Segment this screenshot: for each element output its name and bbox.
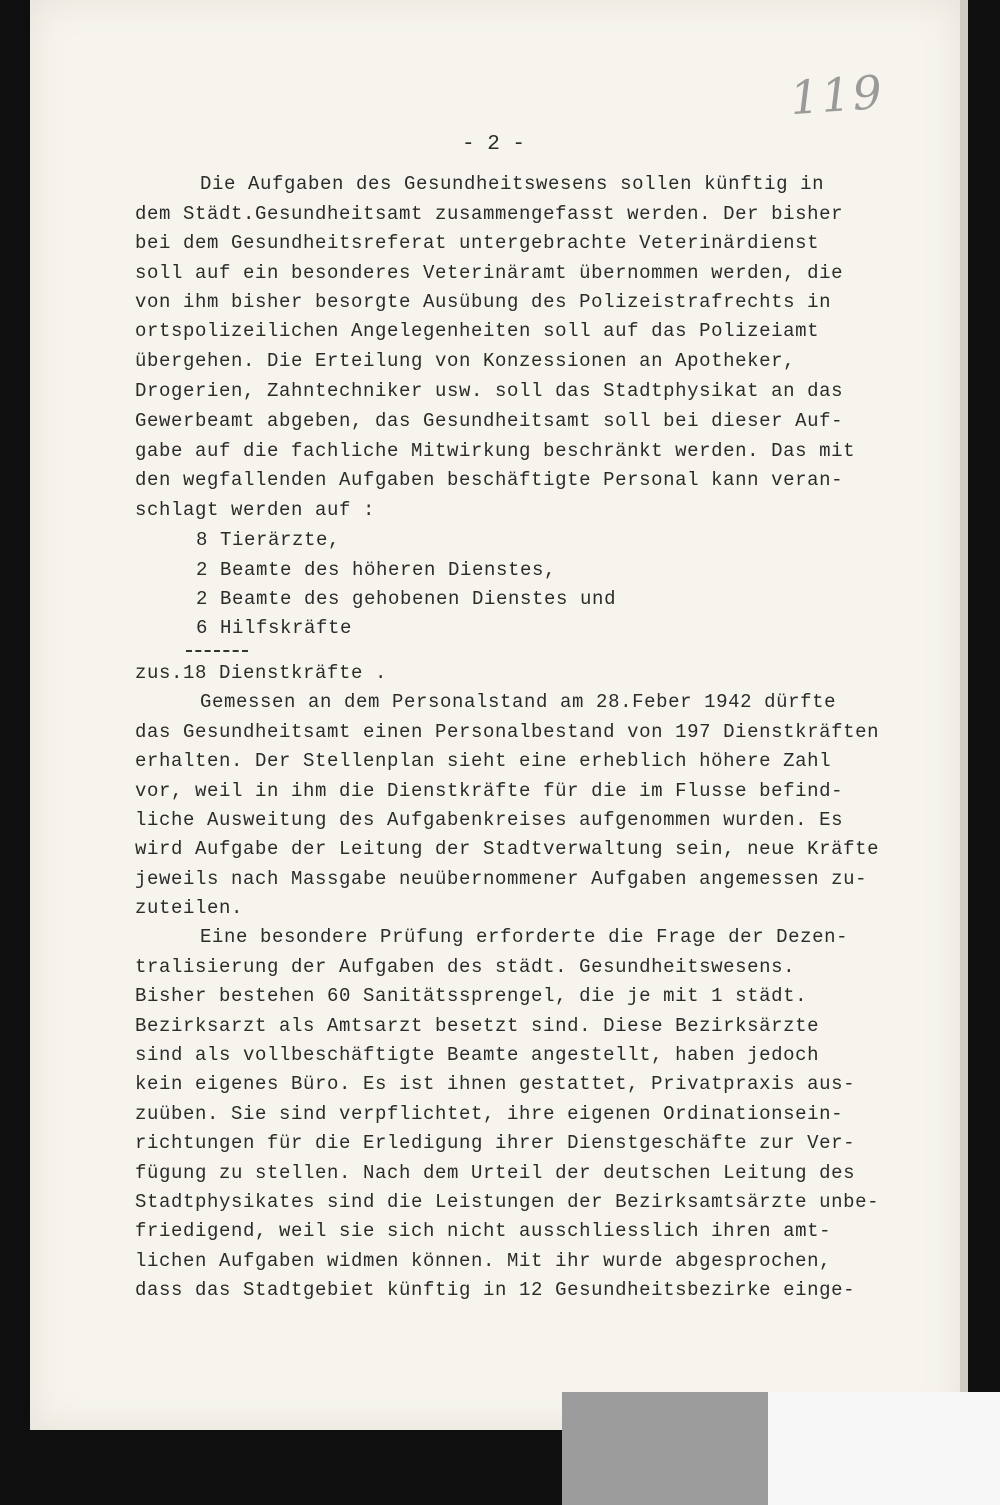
list-item: 6 Hilfskräfte [196, 617, 353, 639]
text-line: zuteilen. [135, 897, 244, 919]
text-line: friedigend, weil sie sich nicht ausschliesslich ihren amt- [135, 1220, 832, 1242]
text-line: Drogerien, Zahntechniker usw. soll das Stadtphysikat an das [135, 380, 844, 402]
text-line: Bezirksarzt als Amtsarzt besetzt sind. Diese Bezirksärzte [135, 1015, 820, 1037]
text-line: wird Aufgabe der Leitung der Stadtverwaltung sein, neue Kräfte [135, 838, 880, 860]
text-line: Die Aufgaben des Gesundheitswesens sollen künftig in [200, 173, 825, 195]
text-line: sind als vollbeschäftigte Beamte angestellt, haben jedoch [135, 1044, 820, 1066]
list-item: 2 Beamte des höheren Dienstes, [196, 559, 557, 581]
text-line: soll auf ein besonderes Veterinäramt übernommen werden, die [135, 262, 844, 284]
text-line: ortspolizeilichen Angelegenheiten soll auf das Polizeiamt [135, 320, 820, 342]
text-line: jeweils nach Massgabe neuübernommener Aufgaben angemessen zu- [135, 868, 868, 890]
text-line: tralisierung der Aufgaben des städt. Gesundheitswesens. [135, 956, 796, 978]
list-item: 8 Tierärzte, [196, 529, 341, 551]
text-line: richtungen für die Erledigung ihrer Dienstgeschäfte zur Ver- [135, 1132, 856, 1154]
text-line: vor, weil in ihm die Dienstkräfte für die im Flusse befind- [135, 780, 844, 802]
sum-rule [186, 650, 248, 652]
text-line: den wegfallenden Aufgaben beschäftigte Personal kann veran- [135, 469, 844, 491]
text-line: Eine besondere Prüfung erforderte die Frage der Dezen- [200, 926, 849, 948]
text-line: lichen Aufgaben widmen können. Mit ihr wurde abgesprochen, [135, 1250, 832, 1272]
text-line: bei dem Gesundheitsreferat untergebrachte Veterinärdienst [135, 232, 820, 254]
text-line: zuüben. Sie sind verpflichtet, ihre eigenen Ordinationsein- [135, 1103, 844, 1125]
text-line: das Gesundheitsamt einen Personalbestand von 197 Dienstkräften [135, 721, 880, 743]
text-line: erhalten. Der Stellenplan sieht eine erheblich höhere Zahl [135, 750, 832, 772]
text-line: gabe auf die fachliche Mitwirkung beschränkt werden. Das mit [135, 440, 856, 462]
text-line: fügung zu stellen. Nach dem Urteil der deutschen Leitung des [135, 1162, 856, 1184]
text-line: liche Ausweitung des Aufgabenkreises aufgenommen wurden. Es [135, 809, 844, 831]
page-number: - 2 - [462, 133, 526, 156]
text-line: Gewerbeamt abgeben, das Gesundheitsamt soll bei dieser Auf- [135, 410, 844, 432]
text-line: von ihm bisher besorgte Ausübung des Polizeistrafrechts in [135, 291, 832, 313]
text-line: schlagt werden auf : [135, 499, 376, 521]
white-calibration-card [768, 1392, 1000, 1505]
text-line: Stadtphysikates sind die Leistungen der Bezirksamtsärzte unbe- [135, 1191, 880, 1213]
text-line: Bisher bestehen 60 Sanitätssprengel, die je mit 1 städt. [135, 985, 808, 1007]
text-line: kein eigenes Büro. Es ist ihnen gestattet, Privatpraxis aus- [135, 1073, 856, 1095]
list-item: 2 Beamte des gehobenen Dienstes und [196, 588, 617, 610]
page-edge [960, 0, 968, 1430]
text-line: Gemessen an dem Personalstand am 28.Feber 1942 dürfte [200, 691, 837, 713]
grey-calibration-card [562, 1392, 768, 1505]
text-line: dem Städt.Gesundheitsamt zusammengefasst werden. Der bisher [135, 203, 844, 225]
text-line: übergehen. Die Erteilung von Konzessionen an Apotheker, [135, 350, 796, 372]
folio-number: 119 [788, 64, 886, 126]
sum-line: zus.18 Dienstkräfte . [135, 662, 388, 684]
text-line: dass das Stadtgebiet künftig in 12 Gesundheitsbezirke einge- [135, 1279, 856, 1301]
